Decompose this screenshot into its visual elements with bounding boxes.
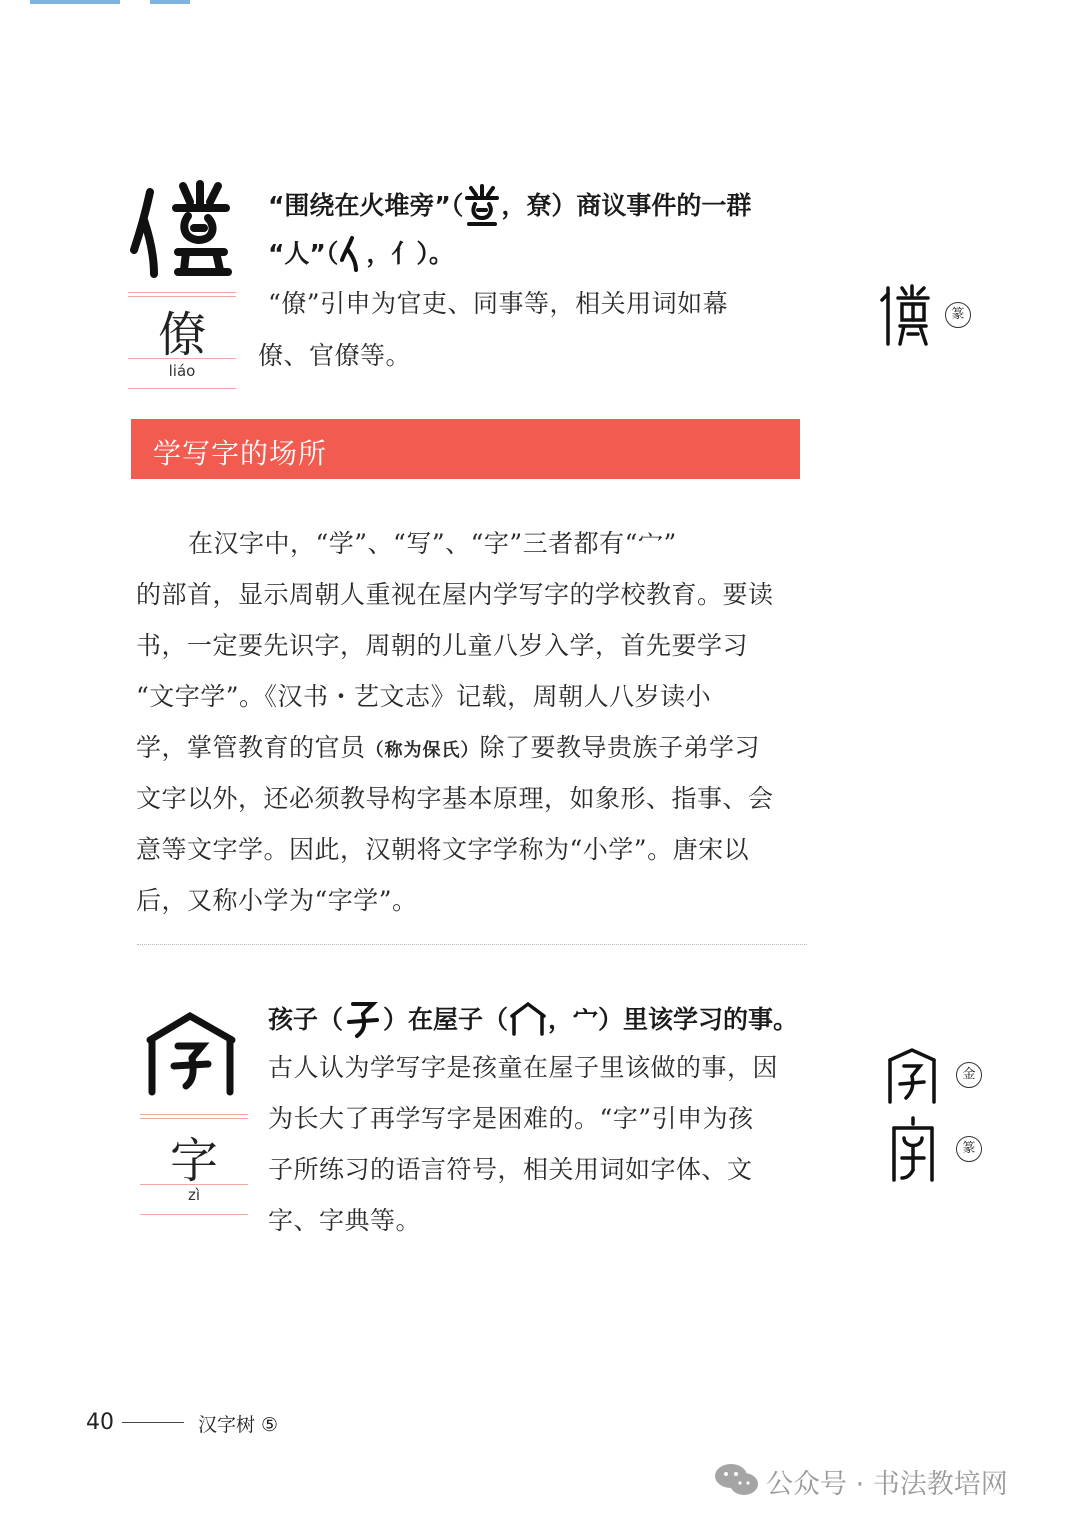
entry-liao-def-line2: “人”（ ，亻）。 <box>268 234 454 272</box>
pinyin: liáo <box>168 362 196 380</box>
page-number: 40 <box>86 1410 114 1435</box>
entry-zi-body-line4: 字、字典等。 <box>268 1206 422 1235</box>
paragraph-line: “文字学”。《汉书・艺文志》记载，周朝人八岁读小 <box>136 682 712 711</box>
paragraph-line: 文字以外，还必须教导构字基本原理，如象形、指事、会 <box>136 784 774 813</box>
paragraph-line: 的部首，显示周朝人重视在屋内学写字的学校教育。要读 <box>136 580 774 609</box>
roof-glyph-icon <box>508 1000 548 1036</box>
pinyin: zì <box>187 1186 201 1204</box>
seal-glyph-zi <box>888 1114 938 1188</box>
script-tag-seal: 篆 <box>945 302 971 328</box>
entry-zi-body-line1: 古人认为学写字是孩童在屋子里该做的事，因 <box>268 1053 779 1082</box>
parenthetical-note: （称为保氏） <box>365 740 480 761</box>
modern-char: 僚 <box>157 307 206 363</box>
footer-rule <box>122 1422 184 1423</box>
modern-char-box-liao <box>128 292 236 392</box>
script-tag-seal: 篆 <box>956 1136 982 1162</box>
paragraph-line: 意等文字学。因此，汉朝将文字学称为“小学”。唐宋以 <box>136 835 750 864</box>
child-glyph-icon <box>343 998 383 1038</box>
section-title: 学写字的场所 <box>153 437 328 470</box>
entry-liao-def-line1: “围绕在火堆旁”（ ，尞）商议事件的一群 <box>268 184 751 228</box>
entry-zi-body-line3: 子所练习的语言符号，相关用词如字体、文 <box>268 1155 753 1184</box>
paragraph-line: 书，一定要先识字，周朝的儿童八岁入学，首先要学习 <box>136 631 749 660</box>
wechat-icon <box>714 1462 760 1498</box>
oracle-glyph-liao <box>128 180 233 280</box>
seal-glyph-liao <box>878 282 930 350</box>
paragraph-line: 在汉字中，“学”、“写”、“字”三者都有“宀” <box>188 529 677 558</box>
entry-zi-body-line2: 为长大了再学写字是困难的。“字”引申为孩 <box>268 1104 754 1133</box>
oracle-glyph-zi <box>142 1010 238 1096</box>
paragraph-line: 后，又称小学为“字学”。 <box>136 886 418 915</box>
bronze-glyph-zi <box>884 1046 940 1106</box>
person-glyph-icon <box>338 234 366 272</box>
modern-char: 字 <box>169 1133 218 1189</box>
section-header <box>131 419 800 479</box>
paragraph-line: 学，掌管教育的官员（称为保氏）除了要教导贵族子弟学习 <box>136 733 761 762</box>
watermark: 公众号 · 书法教培网 <box>766 1469 1008 1500</box>
book-title: 汉字树 ⑤ <box>198 1414 279 1436</box>
entry-zi-def-line1: 孩子（ ）在屋子（ ，宀）里该学习的事。 <box>268 998 798 1038</box>
top-accent-bar <box>0 0 200 4</box>
modern-char-box-zi <box>140 1114 248 1218</box>
entry-liao-body-line2: 僚、官僚等。 <box>258 341 412 370</box>
script-tag-bronze: 金 <box>956 1062 982 1088</box>
entry-liao-body-line1: “僚”引申为官吏、同事等，相关用词如幕 <box>268 289 729 318</box>
fire-glyph-icon <box>463 184 501 228</box>
section-divider <box>137 944 807 945</box>
